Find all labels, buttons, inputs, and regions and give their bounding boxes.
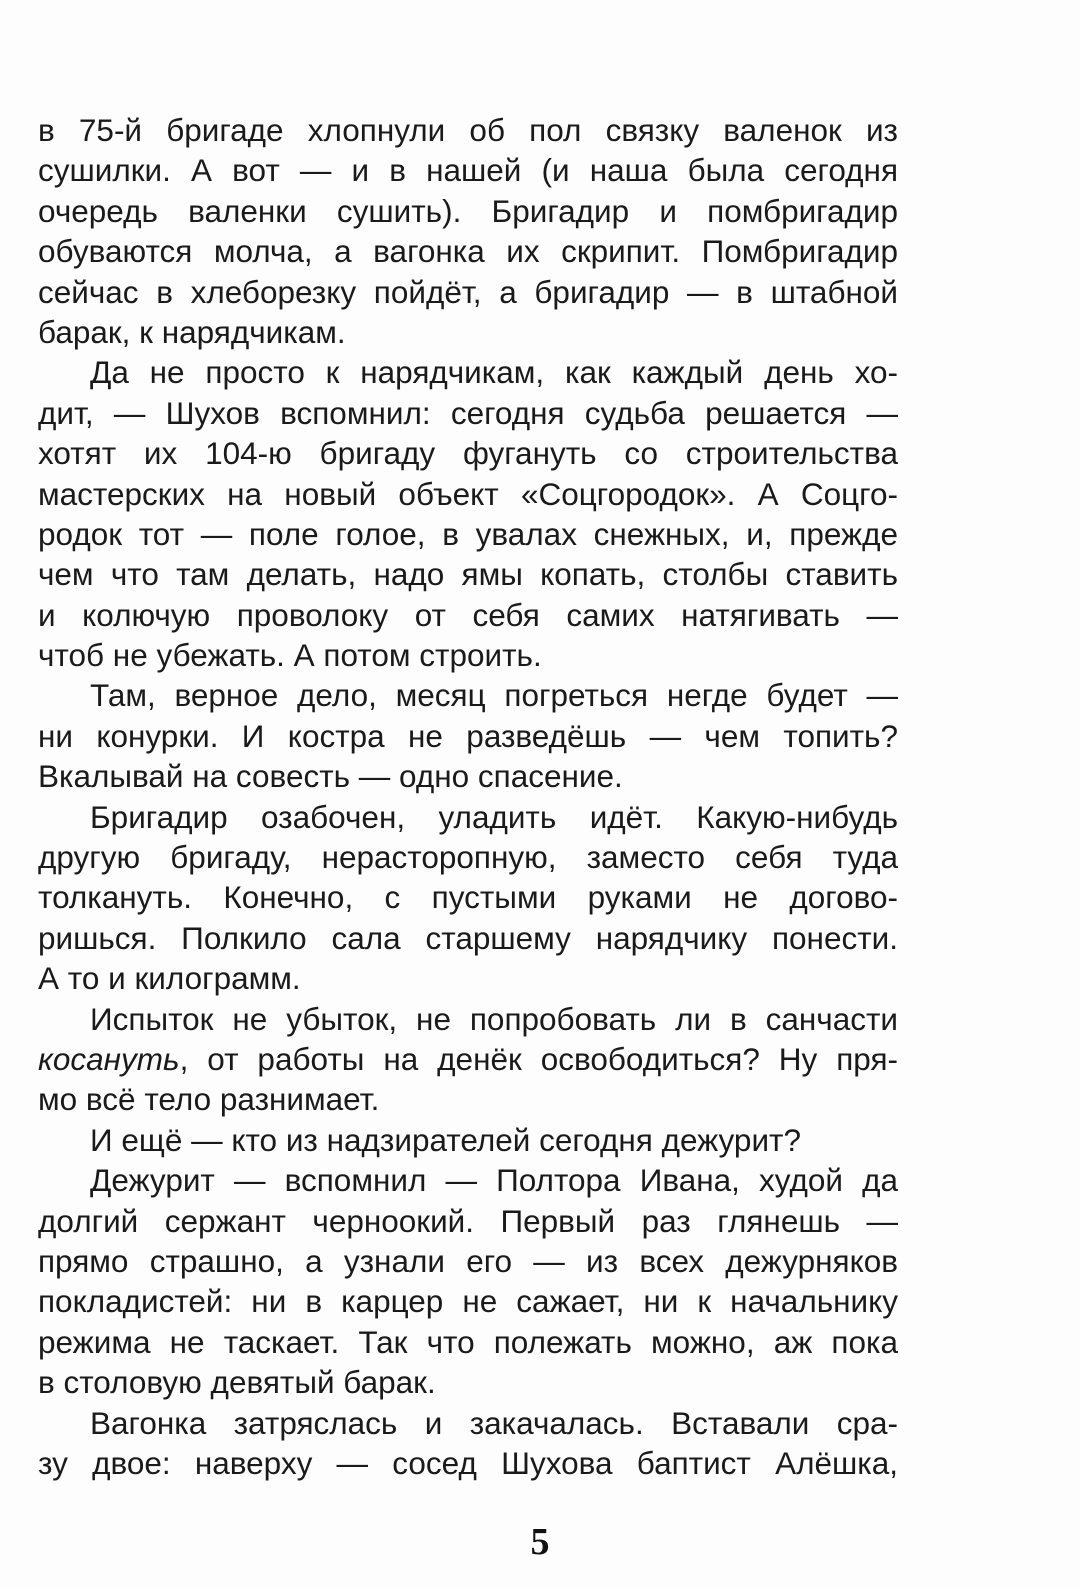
- text-line: мастерских на новый объект «Соцгородок». А Соцго-: [38, 475, 898, 512]
- page-number: 5: [530, 1521, 550, 1563]
- text-line: толкануть. Конечно, с пустыми руками не догово-: [38, 879, 898, 916]
- text-line: мо всё тело разнимает.: [38, 1081, 380, 1118]
- text-line: [38, 1039, 898, 1079]
- text-line: ни конурки. И костра не разведёшь — чем топить?: [38, 717, 898, 754]
- text-line: чтоб не убежать. А потом строить.: [38, 637, 542, 674]
- text-line: режима не таскает. Так что полежать можно, аж пока: [38, 1323, 898, 1360]
- text-line: Испыток не убыток, не попробовать ли в санчасти: [90, 1000, 898, 1037]
- text-line: Вкалывай на совесть — одно спасение.: [38, 758, 623, 795]
- text-line: Бригадир озабочен, уладить идёт. Какую-нибудь: [90, 798, 898, 835]
- text-line: зу двое: наверху — сосед Шухова баптист Алёшка,: [38, 1444, 898, 1481]
- line-text: , от работы на денёк освободиться? Ну пря-: [179, 1040, 898, 1077]
- italic-word: косануть: [38, 1040, 180, 1077]
- text-line: в столовую девятый барак.: [38, 1364, 436, 1401]
- text-line: покладистей: ни в карцер не сажает, ни к начальнику: [38, 1283, 898, 1320]
- body-text: [38, 110, 898, 1483]
- text-line: хотят их 104-ю бригаду фугануть со строительства: [38, 435, 898, 472]
- text-line: сейчас в хлеборезку пойдёт, а бригадир — в штабной: [38, 273, 898, 310]
- text-line: Дежурит — вспомнил — Полтора Ивана, худой да: [90, 1162, 898, 1199]
- text-line: обуваются молча, а вагонка их скрипит. Помбригадир: [38, 233, 898, 270]
- text-line: сушилки. А вот — и в нашей (и наша была сегодня: [38, 152, 898, 189]
- text-line: прямо страшно, а узнали его — из всех дежурняков: [38, 1242, 898, 1279]
- text-line: ришься. Полкило сала старшему нарядчику понести.: [38, 919, 898, 956]
- text-line: чем что там делать, надо ямы копать, столбы ставить: [38, 556, 898, 593]
- text-line: и колючую проволоку от себя самих натягивать —: [38, 596, 898, 633]
- text-line: Вагонка затряслась и закачалась. Вставали сра-: [90, 1404, 898, 1441]
- text-line: дит, — Шухов вспомнил: сегодня судьба решается —: [38, 394, 898, 431]
- text-line: Да не просто к нарядчикам, как каждый день хо-: [90, 354, 898, 391]
- text-line: долгий сержант черноокий. Первый раз глянешь —: [38, 1202, 898, 1239]
- text-line: другую бригаду, нерасторопную, заместо себя туда: [38, 839, 898, 876]
- text-line: очередь валенки сушить). Бригадир и помбригадир: [38, 192, 898, 229]
- text-line: в 75-й бригаде хлопнули об пол связку валенок из: [38, 112, 898, 148]
- text-line: И ещё — кто из надзирателей сегодня дежурит?: [90, 1121, 801, 1158]
- text-line: барак, к нарядчикам.: [38, 313, 346, 350]
- text-line: Там, верное дело, месяц погреться негде будет —: [90, 677, 898, 714]
- text-line: родок тот — поле голое, в увалах снежных, и, прежде: [38, 515, 898, 552]
- text-line: А то и килограмм.: [38, 960, 301, 997]
